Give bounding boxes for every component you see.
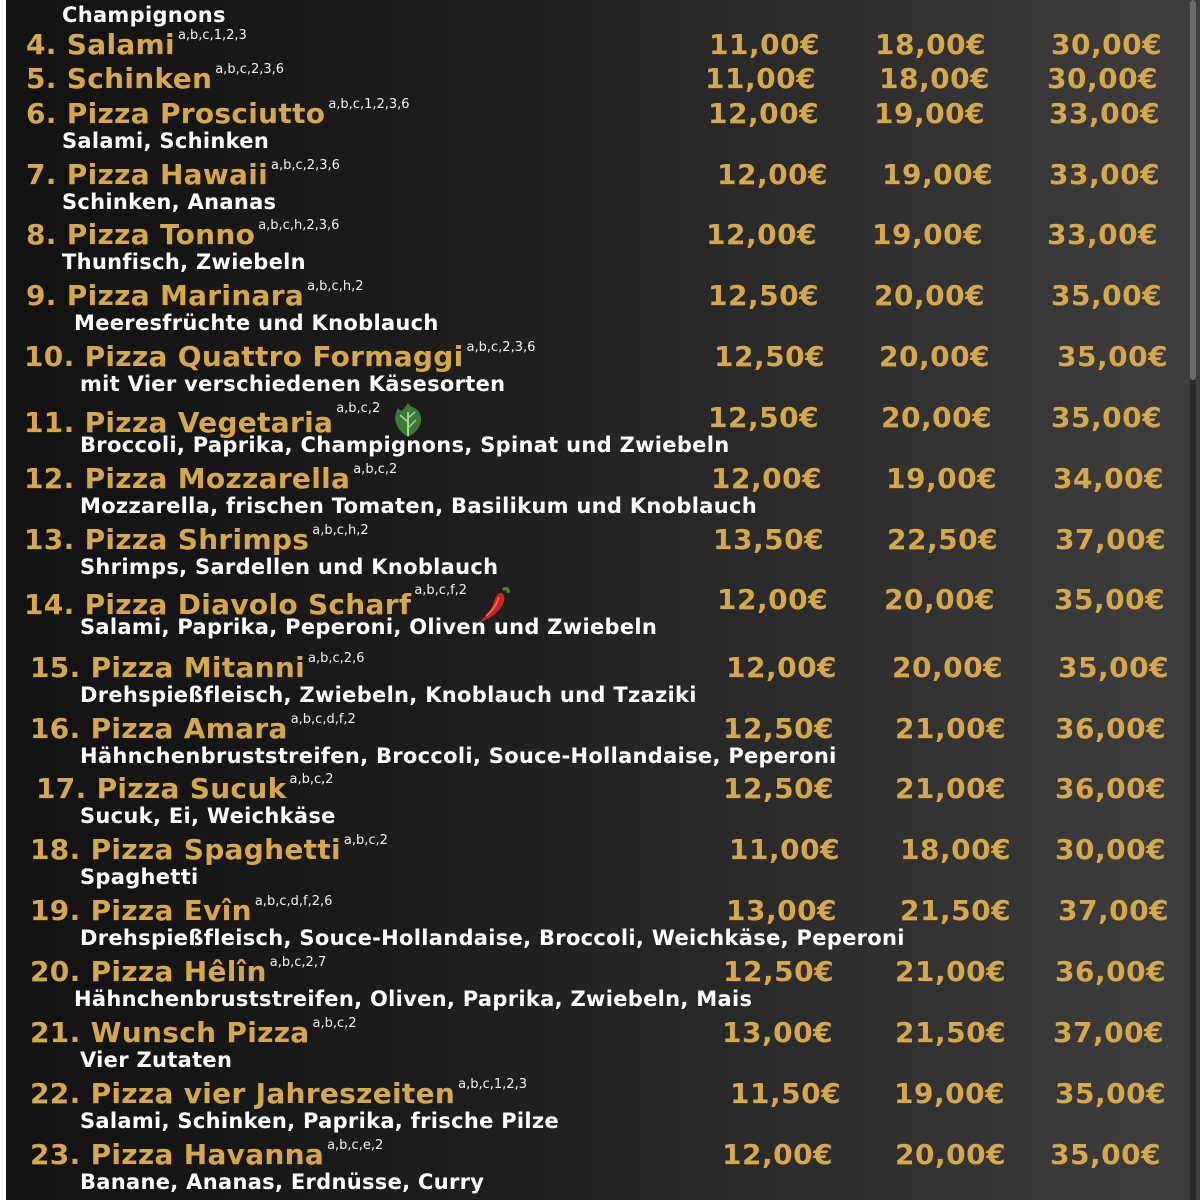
- allergen-codes: a,b,c,2: [289, 772, 334, 787]
- price-large: 34,00€: [1053, 462, 1165, 495]
- price-large: 35,00€: [1050, 1138, 1162, 1171]
- item-number: 23.: [30, 1138, 81, 1171]
- menu-item-title: [30, 712, 356, 745]
- menu-item-title: [26, 279, 364, 312]
- allergen-codes: a,b,c,f,2: [414, 583, 468, 598]
- menu-item-title: [26, 158, 340, 191]
- item-name: Pizza Quattro Formaggi: [84, 340, 464, 373]
- item-description: Drehspießfleisch, Zwiebeln, Knoblauch und Tzaziki: [80, 683, 697, 707]
- price-large: 37,00€: [1058, 894, 1170, 927]
- item-description: Hähnchenbruststreifen, Oliven, Paprika, Zwiebeln, Mais: [74, 987, 753, 1011]
- item-description: Salami, Paprika, Peperoni, Oliven und Zwiebeln: [80, 615, 658, 639]
- item-description: Vier Zutaten: [80, 1048, 233, 1072]
- price-medium: 20,00€: [879, 340, 991, 373]
- allergen-codes: a,b,c,2: [353, 462, 398, 477]
- item-name: Pizza Evîn: [90, 894, 252, 927]
- menu-item-title: [36, 772, 334, 805]
- menu-item-title: [30, 1077, 527, 1110]
- allergen-codes: a,b,c,h,2: [312, 523, 369, 538]
- price-small: 13,00€: [726, 894, 838, 927]
- item-name: Pizza vier Jahreszeiten: [90, 1077, 456, 1110]
- item-number: 18.: [30, 833, 81, 866]
- menu-item-title: [30, 833, 388, 866]
- item-name: Schinken: [66, 62, 213, 95]
- price-large: 35,00€: [1055, 1077, 1167, 1110]
- menu-item-title: [26, 218, 340, 251]
- item-number: 14.: [24, 588, 75, 621]
- price-large: 30,00€: [1055, 833, 1167, 866]
- price-small: 11,00€: [709, 28, 821, 61]
- price-medium: 22,50€: [887, 523, 999, 556]
- item-description: Shrimps, Sardellen und Knoblauch: [80, 555, 499, 579]
- item-name: Salami: [66, 28, 175, 61]
- item-description: Thunfisch, Zwiebeln: [62, 250, 306, 274]
- item-number: 9.: [26, 279, 57, 312]
- item-name: Pizza Hêlîn: [90, 955, 267, 988]
- item-number: 5.: [26, 62, 57, 95]
- item-description: Broccoli, Paprika, Champignons, Spinat und Zwiebeln: [80, 433, 730, 457]
- item-name: Pizza Prosciutto: [66, 97, 326, 130]
- price-medium: 20,00€: [881, 401, 993, 434]
- item-description: Salami, Schinken, Paprika, frische Pilze: [80, 1109, 559, 1133]
- price-small: 12,50€: [714, 340, 826, 373]
- item-number: 21.: [30, 1016, 81, 1049]
- price-large: 36,00€: [1055, 712, 1167, 745]
- item-number: 12.: [24, 462, 75, 495]
- allergen-codes: a,b,c,2,6: [308, 651, 365, 666]
- allergen-codes: a,b,c,1,2,3: [177, 28, 247, 43]
- price-medium: 20,00€: [874, 279, 986, 312]
- price-small: 12,00€: [708, 97, 820, 130]
- item-name: Pizza Mitanni: [90, 651, 306, 684]
- item-name: Pizza Havanna: [90, 1138, 325, 1171]
- item-number: 10.: [24, 340, 75, 373]
- price-small: 12,00€: [706, 218, 818, 251]
- pizza-menu-board: [6, 0, 1200, 1200]
- menu-item-title: [26, 28, 247, 61]
- price-small: 12,00€: [722, 1138, 834, 1171]
- price-small: 13,50€: [713, 523, 825, 556]
- price-large: 36,00€: [1055, 772, 1167, 805]
- menu-item-title: [30, 894, 333, 927]
- price-small: 12,50€: [723, 772, 835, 805]
- menu-item-title: [30, 955, 327, 988]
- price-small: 11,00€: [705, 62, 817, 95]
- menu-item-title: [30, 1016, 357, 1049]
- price-medium: 18,00€: [900, 833, 1012, 866]
- item-number: 6.: [26, 97, 57, 130]
- scrollbar-thumb[interactable]: [1190, 0, 1196, 380]
- price-medium: 20,00€: [884, 583, 996, 616]
- price-medium: 21,00€: [895, 712, 1007, 745]
- price-large: 36,00€: [1055, 955, 1167, 988]
- price-large: 33,00€: [1049, 97, 1161, 130]
- price-small: 12,50€: [708, 401, 820, 434]
- allergen-codes: a,b,c,h,2: [307, 279, 364, 294]
- item-number: 15.: [30, 651, 81, 684]
- price-medium: 19,00€: [874, 97, 986, 130]
- item-name: Pizza Shrimps: [84, 523, 310, 556]
- price-small: 12,50€: [708, 279, 820, 312]
- item-name: Pizza Diavolo Scharf: [84, 588, 412, 621]
- allergen-codes: a,b,c,h,2,3,6: [258, 218, 340, 233]
- item-description: Schinken, Ananas: [62, 190, 277, 214]
- price-medium: 20,00€: [895, 1138, 1007, 1171]
- price-medium: 19,00€: [882, 158, 994, 191]
- item-description: mit Vier verschiedenen Käsesorten: [80, 372, 506, 396]
- item-name: Pizza Vegetaria: [84, 406, 334, 439]
- price-medium: 21,00€: [895, 955, 1007, 988]
- item-number: 8.: [26, 218, 57, 251]
- price-large: 35,00€: [1054, 583, 1166, 616]
- allergen-codes: a,b,c,2: [312, 1016, 357, 1031]
- item-description: Hähnchenbruststreifen, Broccoli, Souce-Hollandaise, Peperoni: [80, 744, 837, 768]
- menu-item-title: [24, 462, 398, 495]
- price-medium: 19,00€: [886, 462, 998, 495]
- item-name: Wunsch Pizza: [90, 1016, 310, 1049]
- item-description: Meeresfrüchte und Knoblauch: [74, 311, 439, 335]
- price-large: 33,00€: [1049, 158, 1161, 191]
- allergen-codes: a,b,c,e,2: [327, 1138, 384, 1153]
- price-large: 33,00€: [1047, 218, 1159, 251]
- item-number: 20.: [30, 955, 81, 988]
- allergen-codes: a,b,c,1,2,3: [458, 1077, 527, 1092]
- item-name: Pizza Spaghetti: [90, 833, 341, 866]
- price-large: 35,00€: [1051, 401, 1163, 434]
- price-medium: 18,00€: [875, 28, 987, 61]
- price-large: 35,00€: [1057, 340, 1169, 373]
- price-large: 37,00€: [1055, 523, 1167, 556]
- price-large: 37,00€: [1053, 1016, 1165, 1049]
- price-medium: 21,00€: [895, 772, 1007, 805]
- price-small: 12,50€: [723, 955, 835, 988]
- price-small: 12,50€: [723, 712, 835, 745]
- price-medium: 21,50€: [895, 1016, 1007, 1049]
- item-number: 19.: [30, 894, 81, 927]
- item-name: Pizza Sucuk: [96, 772, 287, 805]
- allergen-codes: a,b,c,2,3,6: [271, 158, 340, 173]
- price-large: 30,00€: [1051, 28, 1163, 61]
- item-name: Pizza Mozzarella: [84, 462, 351, 495]
- item-description: Sucuk, Ei, Weichkäse: [80, 804, 336, 828]
- item-number: 17.: [36, 772, 87, 805]
- price-small: 12,00€: [717, 158, 829, 191]
- item-description: Banane, Ananas, Erdnüsse, Curry: [80, 1170, 485, 1194]
- price-large: 35,00€: [1058, 651, 1170, 684]
- price-medium: 20,00€: [892, 651, 1004, 684]
- price-small: 12,00€: [726, 651, 838, 684]
- item-number: 4.: [26, 28, 57, 61]
- price-small: 13,00€: [722, 1016, 834, 1049]
- price-medium: 18,00€: [879, 62, 991, 95]
- item-description: Mozzarella, frischen Tomaten, Basilikum und Knoblauch: [80, 494, 757, 518]
- price-medium: 21,50€: [900, 894, 1012, 927]
- menu-item-title: [24, 523, 369, 556]
- item-number: 22.: [30, 1077, 81, 1110]
- menu-item-title: [30, 651, 365, 684]
- price-medium: 19,00€: [872, 218, 984, 251]
- allergen-codes: a,b,c,d,f,2,6: [254, 894, 333, 909]
- item-description: Salami, Schinken: [62, 129, 270, 153]
- price-small: 12,00€: [717, 583, 829, 616]
- item-number: 16.: [30, 712, 81, 745]
- allergen-codes: a,b,c,d,f,2: [290, 712, 356, 727]
- allergen-codes: a,b,c,1,2,3,6: [328, 97, 410, 112]
- item-number: 11.: [24, 406, 75, 439]
- item-number: 7.: [26, 158, 57, 191]
- price-small: 12,00€: [711, 462, 823, 495]
- allergen-codes: a,b,c,2,3,6: [215, 62, 285, 77]
- item-name: Pizza Tonno: [66, 218, 256, 251]
- item-name: Pizza Hawaii: [66, 158, 269, 191]
- price-small: 11,50€: [730, 1077, 842, 1110]
- menu-item-title: [26, 97, 410, 130]
- price-large: 30,00€: [1047, 62, 1159, 95]
- item-name: Pizza Marinara: [66, 279, 305, 312]
- price-small: 11,00€: [729, 833, 841, 866]
- price-large: 35,00€: [1051, 279, 1163, 312]
- allergen-codes: a,b,c,2: [336, 401, 381, 416]
- menu-item-title: [30, 1138, 384, 1171]
- allergen-codes: a,b,c,2,7: [269, 955, 327, 970]
- item-name: Pizza Amara: [90, 712, 288, 745]
- allergen-codes: a,b,c,2: [343, 833, 388, 848]
- item-description: Spaghetti: [80, 865, 199, 889]
- price-medium: 19,00€: [894, 1077, 1006, 1110]
- top-description: Champignons: [62, 3, 226, 27]
- menu-item-title: [26, 62, 285, 95]
- item-description: Drehspießfleisch, Souce-Hollandaise, Broccoli, Weichkäse, Peperoni: [80, 926, 905, 950]
- menu-item-title: [24, 340, 536, 373]
- item-number: 13.: [24, 523, 75, 556]
- allergen-codes: a,b,c,2,3,6: [466, 340, 536, 355]
